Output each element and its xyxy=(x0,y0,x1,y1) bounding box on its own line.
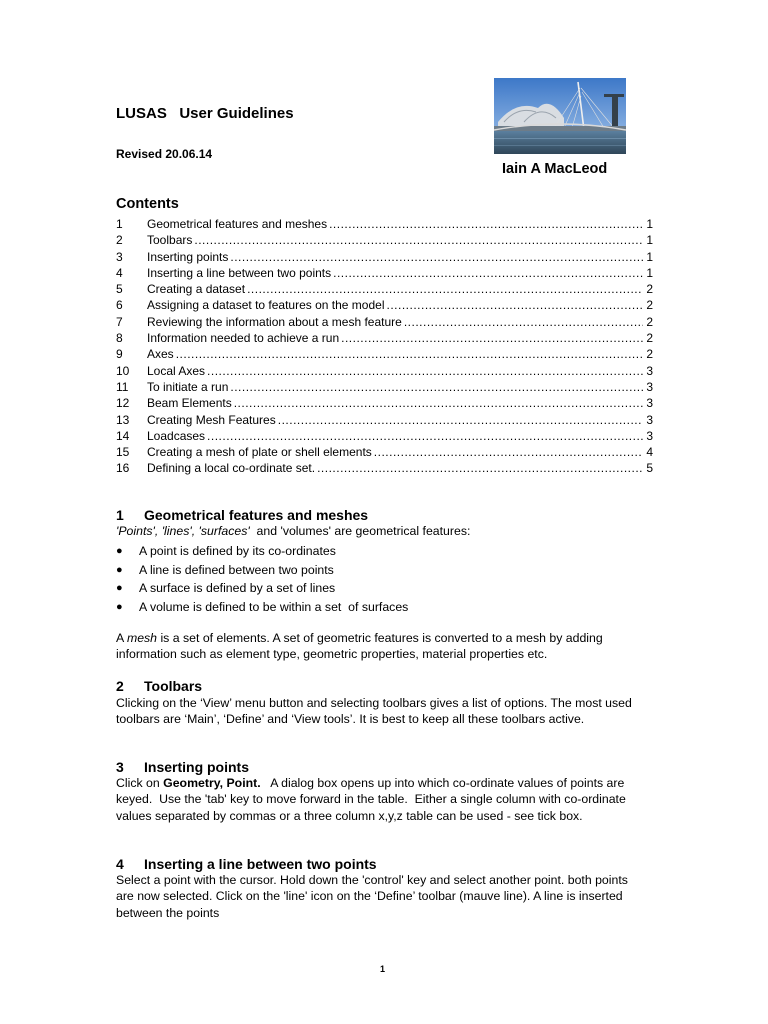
intro-italic: 'Points', 'lines', 'surfaces' xyxy=(116,524,250,538)
toc-entry-number: 3 xyxy=(116,249,123,264)
toc-leader xyxy=(194,232,643,248)
bullet-icon: ● xyxy=(116,545,123,557)
toc-entry-page: 1 xyxy=(646,249,653,264)
toc-entry-title: Creating Mesh Features xyxy=(147,412,276,427)
toc-entry-page: 3 xyxy=(646,396,653,411)
toc-entry[interactable] xyxy=(116,297,653,313)
toc-entry-page: 2 xyxy=(646,347,653,362)
bullet-icon: ● xyxy=(116,600,123,613)
toc-entry[interactable] xyxy=(116,412,653,428)
toc-entry-number: 11 xyxy=(116,379,129,394)
toc-entry-title: Creating a dataset xyxy=(147,282,246,297)
section-title: Inserting a line between two points xyxy=(144,856,377,872)
toc-entry-page: 2 xyxy=(646,331,653,346)
toc-entry[interactable] xyxy=(116,363,653,379)
toc-entry-number: 14 xyxy=(116,428,130,443)
toc-entry-page: 2 xyxy=(646,298,653,313)
toc-leader xyxy=(207,363,643,379)
page-number: 1 xyxy=(380,964,386,974)
toc-entry-title: Assigning a dataset to features on the model xyxy=(147,298,385,313)
points-paragraph xyxy=(116,775,646,824)
mesh-paragraph xyxy=(116,630,646,663)
points-text-rest: A dialog box opens up into which co-ordinate values of points are keyed. Use the 'tab' key to move forward in the table. Either a single column with co-ordinate values separated by commas or a three column x,y,z table can be used - see tick box. xyxy=(116,776,630,823)
toc-entry-page: 4 xyxy=(646,445,653,460)
bullet-text: A line is defined between two points xyxy=(139,562,334,577)
mesh-text-a: A xyxy=(116,631,127,645)
menu-path: Geometry, Point. xyxy=(163,776,261,790)
toc-entry-title: Inserting a line between two points xyxy=(147,265,332,280)
toc-leader xyxy=(207,428,643,444)
table-of-contents xyxy=(116,216,653,477)
toc-leader xyxy=(317,460,643,476)
toc-entry-title: Toolbars xyxy=(147,233,193,248)
section-number: 4 xyxy=(116,856,124,872)
toc-leader xyxy=(176,346,643,362)
bullet-text: A volume is defined to be within a set of surfaces xyxy=(139,599,409,614)
toc-entry-number: 7 xyxy=(116,314,123,329)
section-number: 1 xyxy=(116,507,124,523)
bullet-text: A surface is defined by a set of lines xyxy=(139,581,336,595)
section-1-intro xyxy=(116,524,470,538)
toc-entry-page: 2 xyxy=(646,314,653,329)
toc-entry-number: 1 xyxy=(116,217,123,231)
section-number: 2 xyxy=(116,678,124,694)
toc-entry-title: Beam Elements xyxy=(147,396,232,411)
mesh-text-rest: is a set of elements. A set of geometric features is converted to a mesh by adding information such as element type, geometric properties, material properties etc. xyxy=(116,631,603,662)
toc-leader xyxy=(329,216,643,232)
toc-leader xyxy=(234,395,643,411)
toc-leader xyxy=(230,379,643,395)
section-2-heading xyxy=(116,678,202,694)
toc-entry[interactable] xyxy=(116,444,653,460)
toc-entry-page: 2 xyxy=(646,282,653,297)
bullet-icon: ● xyxy=(116,563,123,576)
bridge-photo xyxy=(494,78,626,154)
contents-heading: Contents xyxy=(116,196,179,212)
toc-entry-page: 3 xyxy=(646,379,653,394)
toc-entry[interactable] xyxy=(116,249,653,265)
toc-entry-title: Inserting points xyxy=(147,249,229,264)
section-3-heading xyxy=(116,759,249,775)
intro-text: and 'volumes' are geometrical features: xyxy=(249,524,471,538)
toc-entry-title: Information needed to achieve a run xyxy=(147,331,340,346)
bridge-photo-image xyxy=(494,78,626,154)
toc-leader xyxy=(404,314,643,330)
toc-entry[interactable] xyxy=(116,314,653,330)
points-text-a: Click on xyxy=(116,776,164,790)
toc-entry-page: 1 xyxy=(646,217,653,231)
toc-entry-page: 3 xyxy=(646,412,653,427)
bullet-text: A point is defined by its co-ordinates xyxy=(139,544,336,558)
toc-entry[interactable] xyxy=(116,428,653,444)
revision-date: Revised 20.06.14 xyxy=(116,147,213,161)
toc-entry-number: 10 xyxy=(116,363,130,378)
toc-entry-title: To initiate a run xyxy=(147,379,229,394)
section-1-heading xyxy=(116,507,368,523)
toc-entry-title: Creating a mesh of plate or shell elements xyxy=(147,445,372,460)
list-item xyxy=(116,579,408,598)
toc-entry-number: 16 xyxy=(116,461,130,476)
toc-entry-title: Axes xyxy=(147,347,174,362)
toc-entry-page: 3 xyxy=(646,363,653,378)
toc-leader xyxy=(341,330,643,346)
toc-leader xyxy=(230,249,643,265)
toc-entry-number: 12 xyxy=(116,396,130,411)
toc-entry[interactable] xyxy=(116,216,653,232)
toc-entry-number: 8 xyxy=(116,331,123,346)
section-title: Inserting points xyxy=(144,759,249,775)
toc-entry-number: 4 xyxy=(116,265,123,280)
toc-entry-number: 13 xyxy=(116,412,130,427)
list-item xyxy=(116,598,408,617)
toc-entry-number: 9 xyxy=(116,347,123,362)
toc-leader xyxy=(333,265,643,281)
section-title: Geometrical features and meshes xyxy=(144,507,369,523)
author-name: Iain A MacLeod xyxy=(502,161,608,177)
toc-entry-title: Loadcases xyxy=(147,428,206,443)
toc-entry-title: Reviewing the information about a mesh feature xyxy=(147,314,402,329)
toc-entry-number: 15 xyxy=(116,445,130,460)
line-paragraph: Select a point with the cursor. Hold down the 'control' key and select another point. both points are now selected. Click on the 'line' icon on the ‘Define’ toolbar (mauve line). A line is inserted between the points xyxy=(116,873,628,920)
toc-entry-number: 2 xyxy=(116,233,123,248)
toc-entry[interactable] xyxy=(116,281,653,297)
toc-entry-title: Defining a local co-ordinate set. xyxy=(147,461,316,476)
section-title: Toolbars xyxy=(144,678,203,694)
toc-leader xyxy=(247,281,643,297)
toc-entry[interactable] xyxy=(116,232,653,248)
toc-leader xyxy=(278,412,643,428)
toc-entry-number: 5 xyxy=(116,282,123,297)
toolbars-paragraph: Clicking on the ‘View’ menu button and selecting toolbars gives a list of options. The most used toolbars are ‘Main’, ‘Define’ and ‘View tools’. It is best to keep all these toolbars active. xyxy=(116,696,632,727)
toc-entry-page: 1 xyxy=(646,265,653,280)
toc-entry-title: Local Axes xyxy=(147,363,206,378)
toc-leader xyxy=(374,444,643,460)
bullet-icon: ● xyxy=(116,582,123,594)
feature-bullet-list xyxy=(116,542,408,616)
toc-entry-page: 1 xyxy=(646,233,653,248)
section-4-heading xyxy=(116,856,377,872)
document-title: LUSAS User Guidelines xyxy=(116,105,294,122)
toc-entry-number: 6 xyxy=(116,298,123,313)
toc-entry[interactable] xyxy=(116,330,653,346)
toc-entry-title: Geometrical features and meshes xyxy=(147,217,328,231)
section-number: 3 xyxy=(116,759,124,775)
list-item xyxy=(116,561,408,580)
toc-entry-page: 3 xyxy=(646,428,653,443)
toc-entry-page: 5 xyxy=(646,461,653,476)
toc-entry[interactable] xyxy=(116,379,653,395)
mesh-word: mesh xyxy=(126,631,158,645)
toc-entry[interactable] xyxy=(116,460,653,476)
list-item xyxy=(116,542,408,561)
toc-entry[interactable] xyxy=(116,265,653,281)
toc-leader xyxy=(387,297,644,313)
toc-entry[interactable] xyxy=(116,346,653,362)
toc-entry[interactable] xyxy=(116,395,653,411)
